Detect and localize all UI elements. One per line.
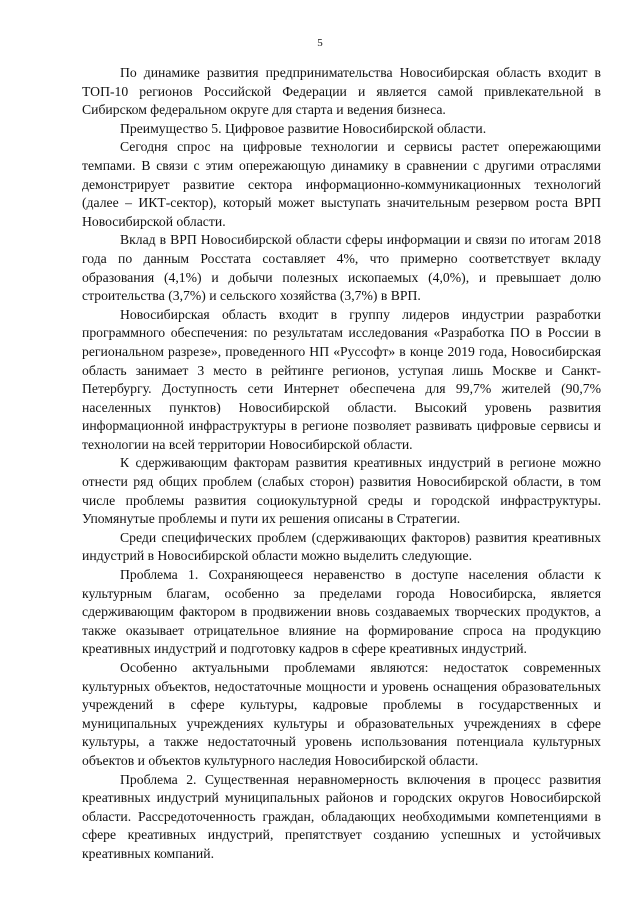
page-number: 5 bbox=[317, 37, 323, 49]
paragraph-problem-1: Проблема 1. Сохраняющееся неравенство в доступе населения области к культурным благам, особенно за пределами города Новосибирска, является сдерживающим фактором в продвижении вновь создаваемых творческих продуктов, а также оказывает отрицательное влияние на формирование спроса на продукцию креативных индустрий и подготовку кадров в сфере креативных индустрий. bbox=[82, 567, 601, 657]
paragraph-software-leaders: Новосибирская область входит в группу лидеров индустрии разработки программного обеспечения: по результатам исследования «Разработка ПО в России в региональном разрезе», проведенного НП «Руссофт» в конце 2019 года, Новосибирская область занимает 3 место в рейтинге регионов, уступая лишь Москве и Санкт-Петербургу. Доступность сети Интернет обеспечена для 99,7% жителей (90,7% населенных пунктов) Новосибирской области. Высокий уровень развития информационной инфраструктуры в регионе позволяет развивать цифровые сервисы и технологии на всей территории Новосибирской области. bbox=[82, 306, 601, 452]
paragraph-entrepreneurship: По динамике развития предпринимательства Новосибирская область входит в ТОП-10 регионов Российской Федерации и является самой привлекательной в Сибирском федеральном округе для старта и ведения бизнеса. bbox=[82, 65, 601, 118]
paragraph-grp-contribution: Вклад в ВРП Новосибирской области сферы информации и связи по итогам 2018 года по данным Росстата составляет 4%, что примерно соответствует вкладу образования (4,1%) и добычи полезных ископаемых (4,0%), и превышает долю строительства (3,7%) и сельского хозяйства (3,7%) в ВРП. bbox=[82, 232, 601, 304]
paragraph-specific-problems: Среди специфических проблем (сдерживающих факторов) развития креативных индустрий в Новосибирской области можно выделить следующие. bbox=[82, 529, 601, 564]
paragraph-urgent-problems: Особенно актуальными проблемами являются: недостаток современных культурных объектов, недостаточные мощности и уровень оснащения образовательных учреждений в сфере культуры, кадровые проблемы в государственных и муниципальных учреждениях культуры и образовательных учреждениях в сфере культуры, а также недостаточный уровень использования потенциала культурных объектов и объектов культурного наследия Новосибирской области. bbox=[82, 660, 601, 768]
paragraph-problem-2: Проблема 2. Существенная неравномерность включения в процесс развития креативных индустрий муниципальных районов и городских округов Новосибирской области. Рассредоточенность граждан, обладающих необходимыми компетенциями в сфере креативных индустрий, препятствует созданию успешных и устойчивых креативных компаний. bbox=[82, 771, 601, 861]
paragraph-constraining-factors: К сдерживающим факторам развития креативных индустрий в регионе можно отнести ряд общих проблем (слабых сторон) развития Новосибирской области, в том числе проблемы развития социокультурной среды и городской инфраструктуры. Упомянутые проблемы и пути их решения описаны в Стратегии. bbox=[82, 455, 601, 527]
paragraph-digital-demand: Сегодня спрос на цифровые технологии и сервисы растет опережающими темпами. В связи с этим опережающую динамику в сравнении с другими отраслями демонстрирует развитие сектора информационно-коммуникационных технологий (далее – ИКТ-сектор), который может выступать значительным резервом роста ВРП Новосибирской области. bbox=[82, 139, 601, 229]
document-body bbox=[82, 64, 601, 864]
paragraph-advantage-5-heading: Преимущество 5. Цифровое развитие Новосибирской области. bbox=[120, 120, 487, 136]
